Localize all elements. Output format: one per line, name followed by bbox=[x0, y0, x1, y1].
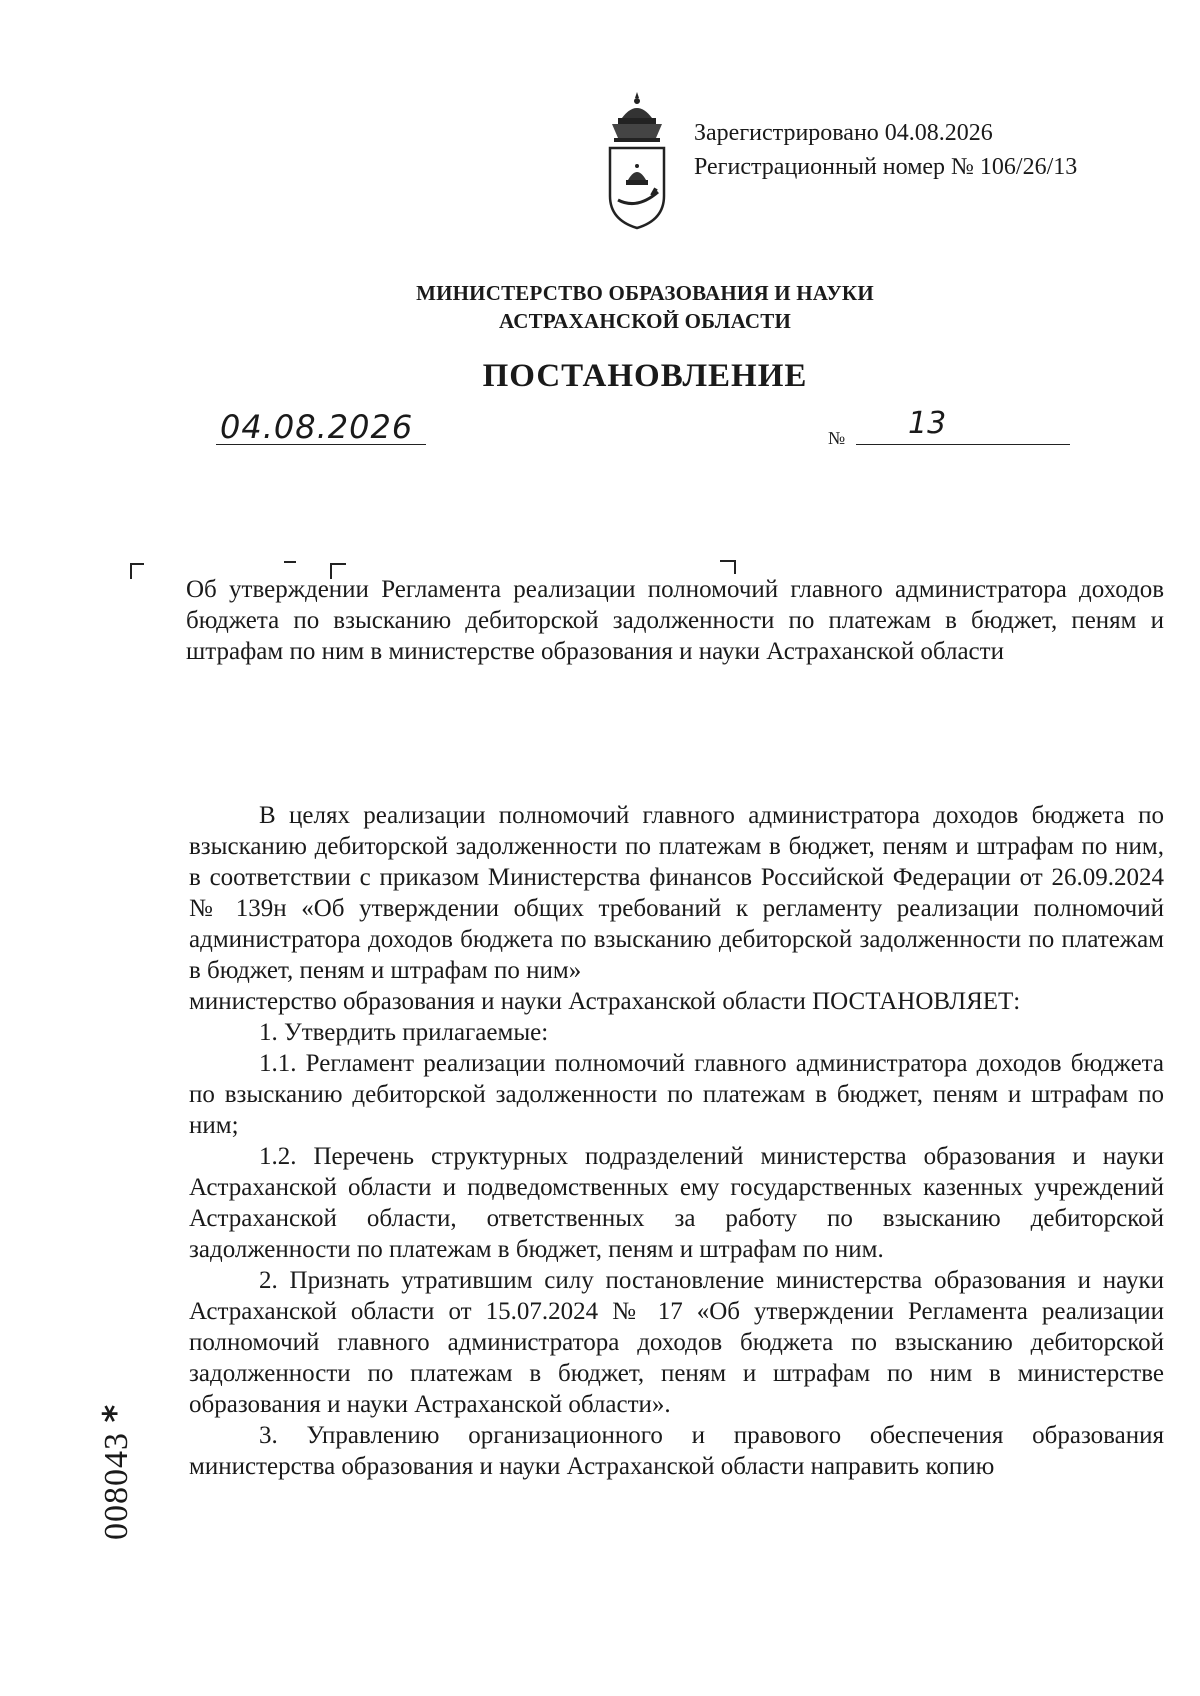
coat-of-arms-icon bbox=[604, 88, 670, 238]
registration-number: Регистрационный номер № 106/26/13 bbox=[694, 154, 1078, 180]
date-underline bbox=[216, 444, 426, 445]
number-label: № bbox=[828, 428, 846, 448]
side-serial-mark bbox=[96, 1404, 136, 1540]
resolves-paragraph: министерство образования и науки Астраханской области ПОСТАНОВЛЯЕТ: bbox=[189, 988, 1021, 1015]
ministry-name-line2: АСТРАХАНСКОЙ ОБЛАСТИ bbox=[498, 309, 792, 333]
item-1-2: 1.2. Перечень структурных подразделений министерства образования и науки Астраханской области и подведомственных ему государственных казенных учреждений Астраханской области, ответственных за работу по взысканию дебиторской задолженности по платежам в бюджет, пеням и штрафам по ним. bbox=[189, 1143, 1164, 1263]
title-bracket-mark bbox=[284, 561, 296, 563]
item-3: 3. Управлению организационного и правового обеспечения образования министерства образования и науки Астраханской области направить копию bbox=[189, 1422, 1164, 1480]
serial-code: 008043 bbox=[98, 1432, 135, 1540]
serial-star: * bbox=[96, 1403, 136, 1423]
ministry-name-line1: МИНИСТЕРСТВО ОБРАЗОВАНИЯ И НАУКИ bbox=[416, 281, 874, 305]
item-2: 2. Признать утратившим силу постановление министерства образования и науки Астраханской области от 15.07.2024 № 17 «Об утверждении Регламента реализации полномочий главного администратора доходов бюджета по взысканию дебиторской задолженности по платежам в бюджет, пеням и штрафам по ним в министерстве образования и науки Астраханской области». bbox=[189, 1267, 1164, 1418]
document-type: ПОСТАНОВЛЕНИЕ bbox=[482, 358, 808, 394]
item-1: 1. Утвердить прилагаемые: bbox=[259, 1019, 549, 1046]
preamble-paragraph: В целях реализации полномочий главного администратора доходов бюджета по взысканию дебиторской задолженности по платежам в бюджет, пеням и штрафам по ним, в соответствии с приказом Министерства финансов Российской Федерации от 26.09.2024 № 139н «Об утверждении общих требований к регламенту реализации полномочий администратора доходов бюджета по взысканию дебиторской задолженности по платежам в бюджет, пеням и штрафам по ним» bbox=[189, 802, 1164, 984]
title-bracket-left bbox=[130, 563, 144, 579]
document-title: Об утверждении Регламента реализации полномочий главного администратора доходов бюджета по взысканию дебиторской задолженности по платежам в бюджет, пеням и штрафам по ним в министерстве образования и науки Астраханской области bbox=[186, 576, 1164, 665]
registration-date: Зарегистрировано 04.08.2026 bbox=[694, 120, 993, 146]
item-1-1: 1.1. Регламент реализации полномочий главного администратора доходов бюджета по взысканию дебиторской задолженности по платежам в бюджет, пеням и штрафам по ним; bbox=[189, 1050, 1164, 1139]
title-bracket-right bbox=[720, 560, 736, 574]
handwritten-number: 13 bbox=[908, 406, 947, 441]
document-body bbox=[189, 800, 1164, 1482]
registration-stamp bbox=[694, 116, 1077, 184]
number-underline bbox=[856, 444, 1070, 445]
handwritten-date: 04.08.2026 bbox=[220, 408, 414, 446]
